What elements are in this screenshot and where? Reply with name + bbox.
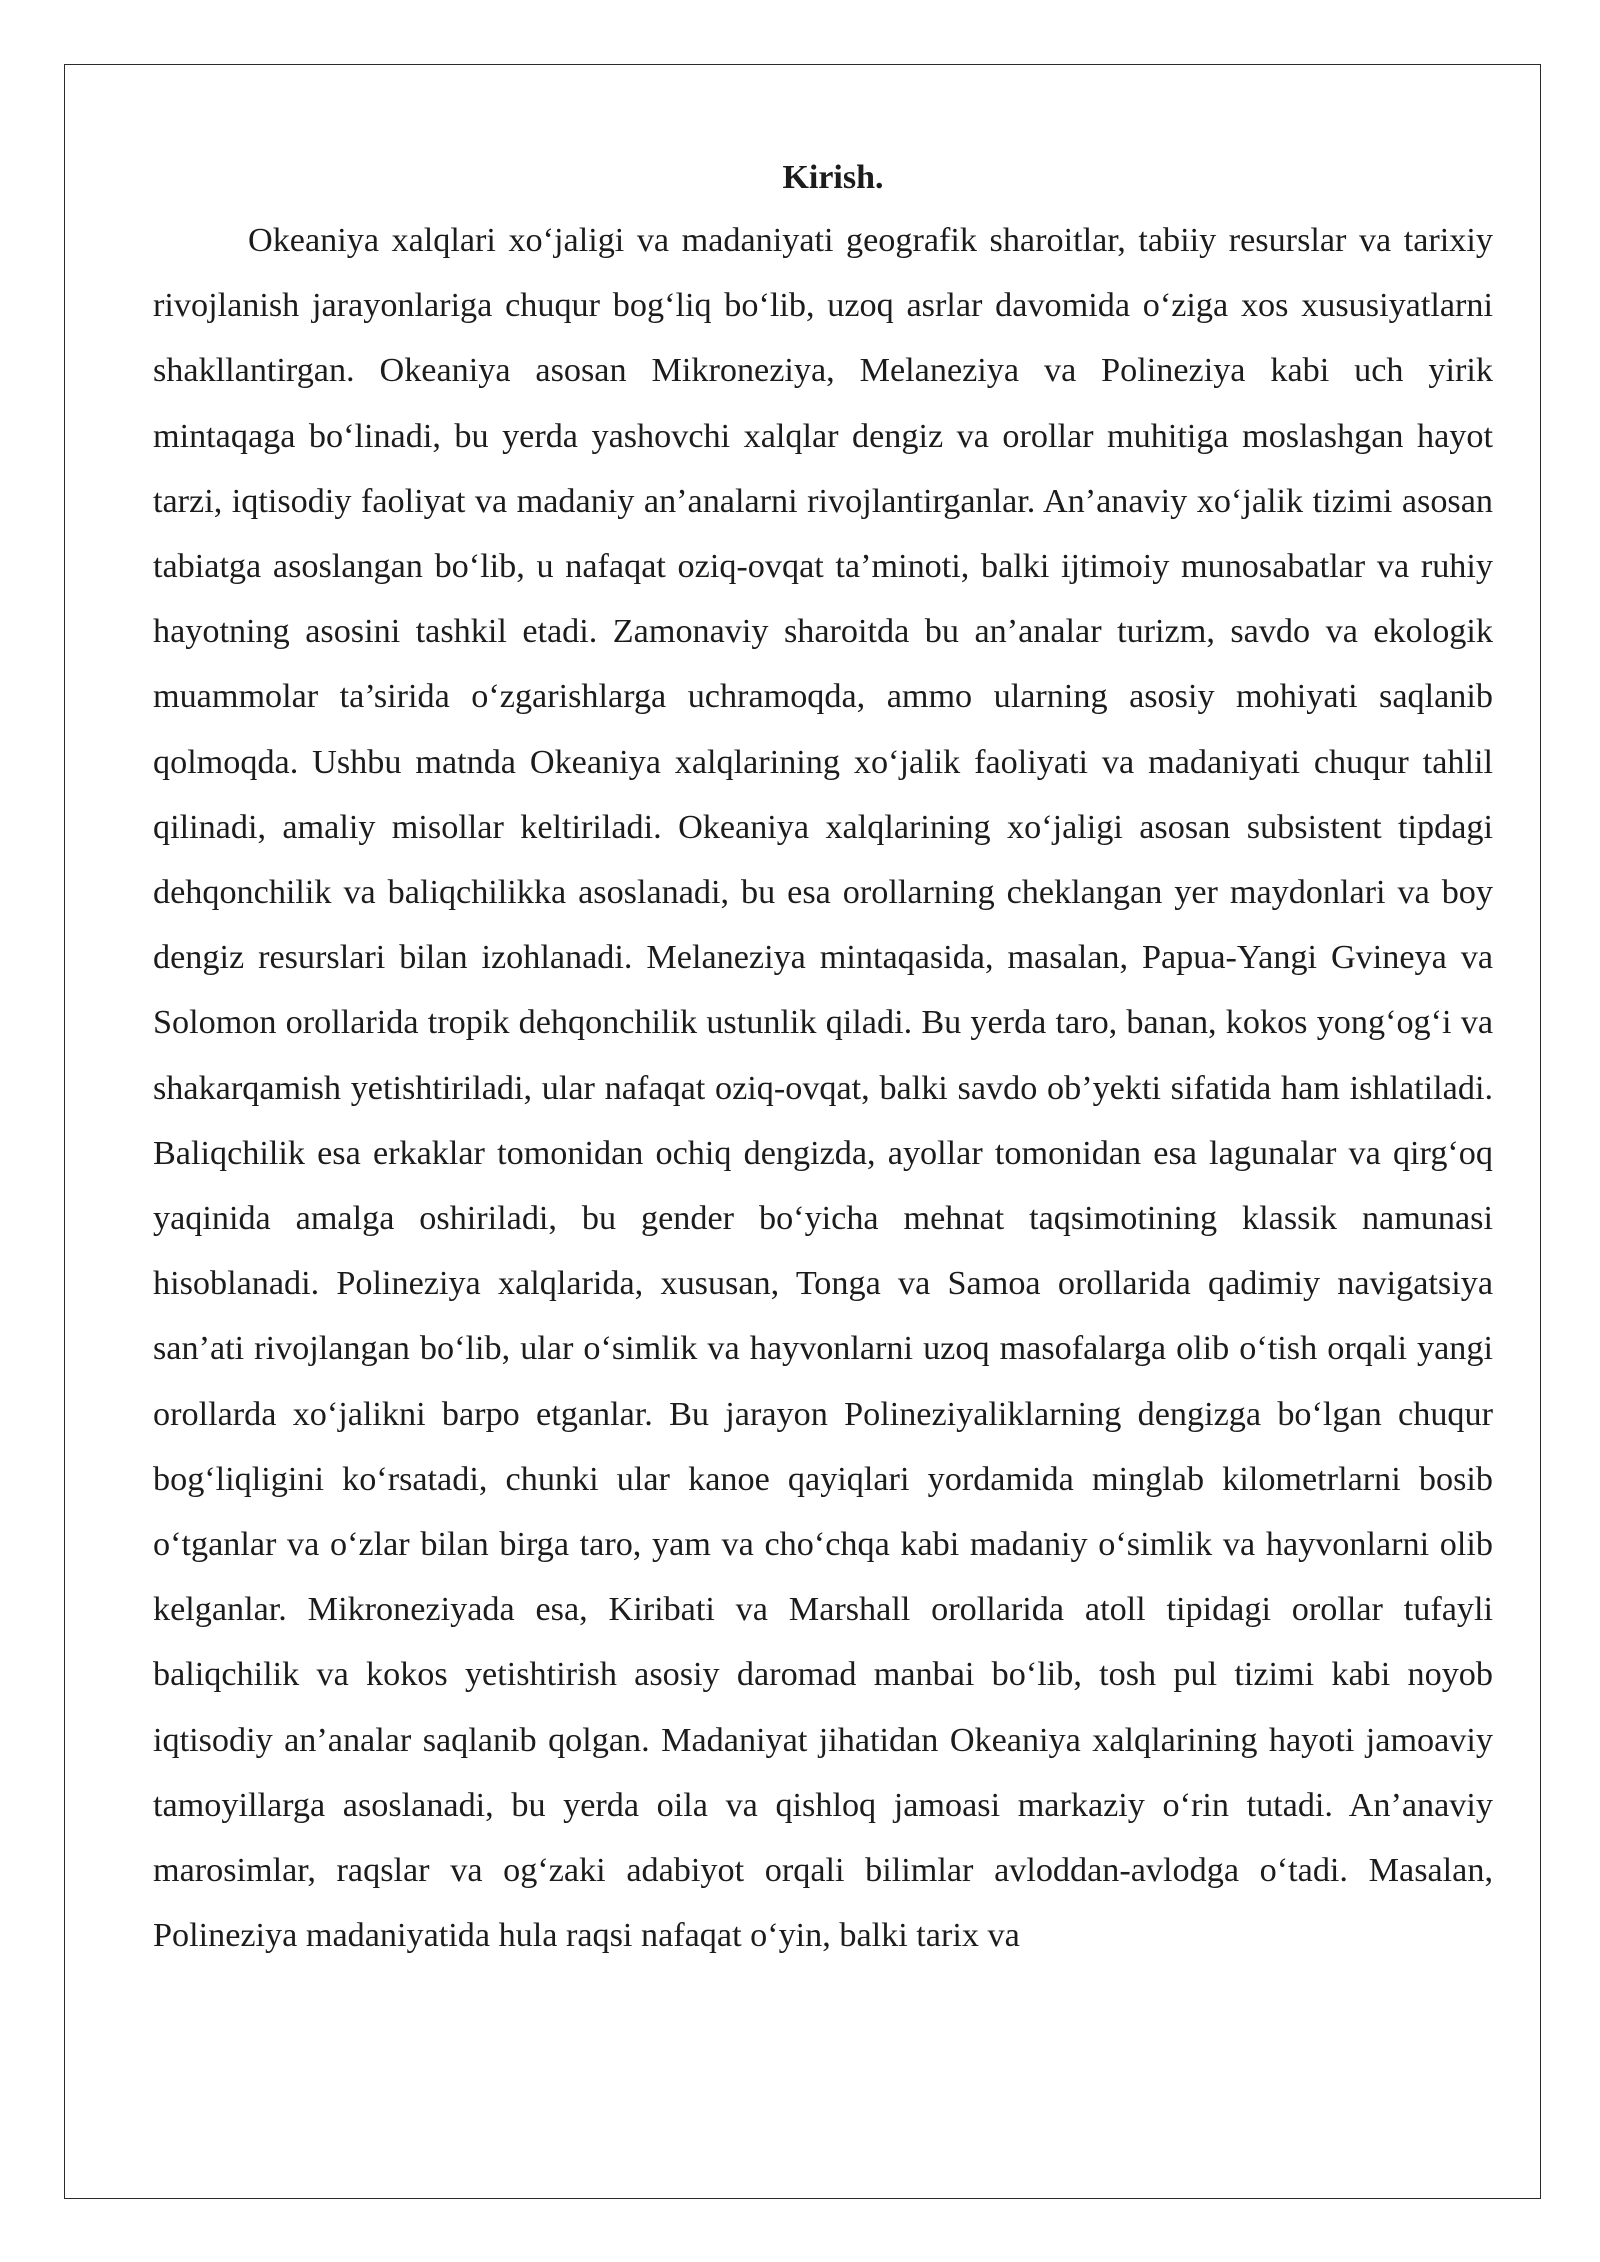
document-title: Kirish. [782,159,884,196]
body-paragraph: Okeaniya xalqlari xo‘jaligi va madaniyati geografik sharoitlar, tabiiy resurslar va tarixiy rivojlanish jarayonlariga chuqur bog‘liq bo‘lib, uzoq asrlar davomida o‘ziga xos xususiyatlarni shakllantirgan. Okeaniya asosan Mikroneziya, Melaneziya va Polineziya kabi uch yirik mintaqaga bo‘linadi, bu yerda yashovchi xalqlar dengiz va orollar muhitiga moslashgan hayot tarzi, iqtisodiy faoliyat va madaniy an’analarni rivojlantirganlar. An’anaviy xo‘jalik tizimi asosan tabiatga asoslangan bo‘lib, u nafaqat oziq-ovqat ta’minoti, balki ijtimoiy munosabatlar va ruhiy hayotning asosini tashkil etadi. Zamonaviy sharoitda bu an’analar turizm, savdo va ekologik muammolar ta’sirida o‘zgarishlarga uchramoqda, ammo ularning asosiy mohiyati saqlanib qolmoqda. Ushbu matnda Okeaniya xalqlarining xo‘jalik faoliyati va madaniyati chuqur tahlil qilinadi, amaliy misollar keltiriladi. Okeaniya xalqlarining xo‘jaligi asosan subsistent tipdagi dehqonchilik va baliqchilikka asoslanadi, bu esa orollarning cheklangan yer maydonlari va boy dengiz resurslari bilan izohlanadi. Melaneziya mintaqasida, masalan, Papua-Yangi Gvineya va Solomon orollarida tropik dehqonchilik ustunlik qiladi. Bu yerda taro, banan, kokos yong‘og‘i va shakarqamish yetishtiriladi, ular nafaqat oziq-ovqat, balki savdo ob’yekti sifatida ham ishlatiladi. Baliqchilik esa erkaklar tomonidan ochiq dengizda, ayollar tomonidan esa lagunalar va qirg‘oq yaqinida amalga oshiriladi, bu gender bo‘yicha mehnat taqsimotining klassik namunasi hisoblanadi. Polineziya xalqlarida, xususan, Tonga va Samoa orollarida qadimiy navigatsiya san’ati rivojlangan bo‘lib, ular o‘simlik va hayvonlarni uzoq masofalarga olib o‘tish orqali yangi orollarda xo‘jalikni barpo etganlar. Bu jarayon Polineziyaliklarning dengizga bo‘lgan chuqur bog‘liqligini ko‘rsatadi, chunki ular kanoe qayiqlari yordamida minglab kilometrlarni bosib o‘tganlar va o‘zlar bilan birga taro, yam va cho‘chqa kabi madaniy o‘simlik va hayvonlarni olib kelganlar. Mikroneziyada esa, Kiribati va Marshall orollarida atoll tipidagi orollar tufayli baliqchilik va kokos yetishtirish asosiy daromad manbai bo‘lib, tosh pul tizimi kabi noyob iqtisodiy an’analar saqlanib qolgan. Madaniyat jihatidan Okeaniya xalqlarining hayoti jamoaviy tamoyillarga asoslanadi, bu yerda oila va qishloq jamoasi markaziy o‘rin tutadi. An’anaviy marosimlar, raqslar va og‘zaki adabiyot orqali bilimlar avloddan-avlodga o‘tadi. Masalan, Polineziya madaniyatida hula raqsi nafaqat o‘yin, balki tarix va [153,222,1493,1955]
document-body [153,148,1493,1968]
